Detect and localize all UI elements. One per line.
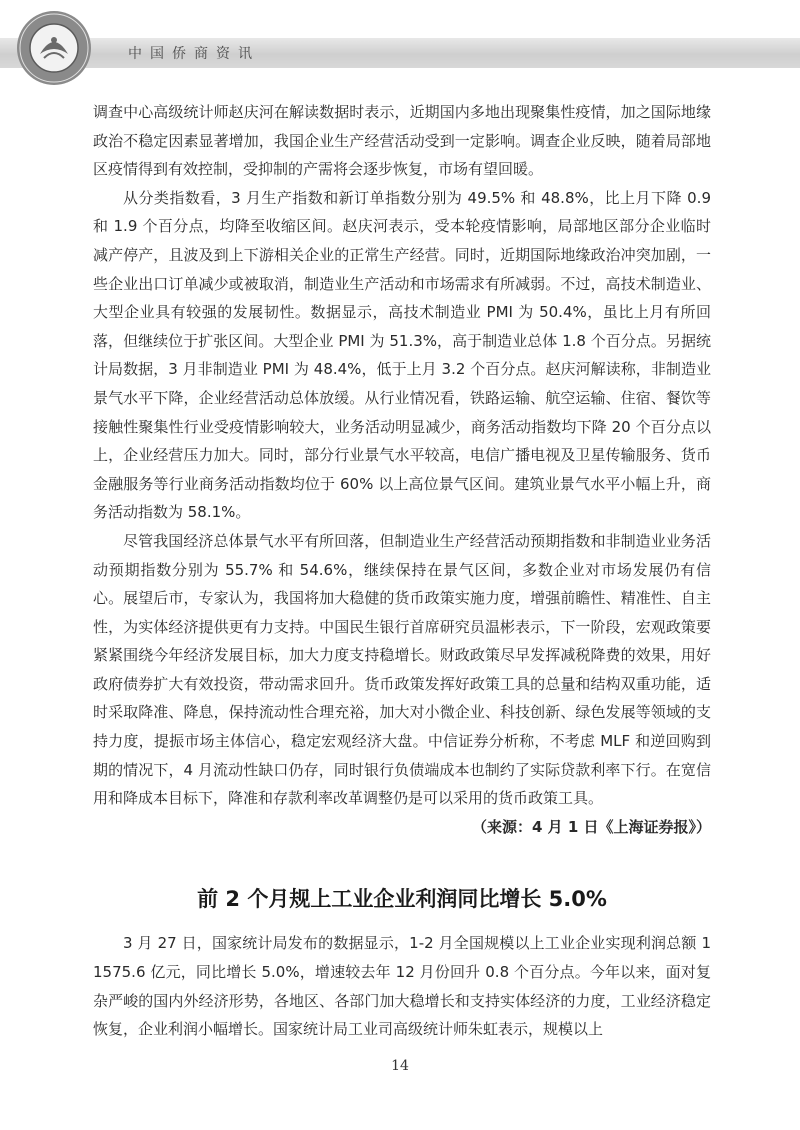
header-title: 中国侨商资讯	[128, 46, 260, 62]
paragraph-2: 从分类指数看，3 月生产指数和新订单指数分别为 49.5% 和 48.8%，比上月下降 0.9 和 1.9 个百分点，均降至收缩区间。赵庆河表示，受本轮疫情影响，局部地区部分企业临时减产停产，且波及到上下游相关企业的正常生产经营。同时，近期国际地缘政治冲突加剧，一些企业出口订单减少或被取消，制造业生产活动和市场需求有所减弱。不过，高技术制造业、大型企业具有较强的发展韧性。数据显示，高技术制造业 PMI 为 50.4%，虽比上月有所回落，但继续位于扩张区间。大型企业 PMI 为 51.3%，高于制造业总体 1.8 个百分点。另据统计局数据，3 月非制造业 PMI 为 48.4%，低于上月 3.2 个百分点。赵庆河解读称，非制造业景气水平下降，企业经营活动总体放缓。从行业情况看，铁路运输、航空运输、住宿、餐饮等接触性聚集性行业受疫情影响较大，业务活动明显减少，商务活动指数均下降 20 个百分点以上，企业经营压力加大。同时，部分行业景气水平较高，电信广播电视及卫星传输服务、货币金融服务等行业商务活动指数均位于 60% 以上高位景气区间。建筑业景气水平小幅上升，商务活动指数为 58.1%。	[93, 188, 711, 522]
article-paragraph: 3 月 27 日，国家统计局发布的数据显示，1-2 月全国规模以上工业企业实现利润总额 11575.6 亿元，同比增长 5.0%，增速较去年 12 月份回升 0.8 个百分点。今年以来，面对复杂严峻的国内外经济形势，各地区、各部门加大稳增长和支持实体经济的力度，工业经济稳定恢复，企业利润小幅增长。国家统计局工业司高级统计师朱虹表示，规模以上	[93, 934, 711, 1039]
paragraph-1: 调查中心高级统计师赵庆河在解读数据时表示，近期国内多地出现聚集性疫情，加之国际地缘政治不稳定因素显著增加，我国企业生产经营活动受到一定影响。调查企业反映，随着局部地区疫情得到有效控制，受抑制的产需将会逐步恢复，市场有望回暖。	[93, 103, 711, 179]
article-title: 前 2 个月规上工业企业利润同比增长 5.0%	[197, 887, 607, 912]
header-band	[0, 38, 800, 68]
source-citation: （来源：4 月 1 日《上海证券报》）	[471, 817, 711, 836]
paragraph-3: 尽管我国经济总体景气水平有所回落，但制造业生产经营活动预期指数和非制造业业务活动预期指数分别为 55.7% 和 54.6%，继续保持在景气区间，多数企业对市场发展仍有信心。展望后市，专家认为，我国将加大稳健的货币政策实施力度，增强前瞻性、精准性、自主性，为实体经济提供更有力支持。中国民生银行首席研究员温彬表示，下一阶段，宏观政策要紧紧围绕今年经济发展目标，加大力度支持稳增长。财政政策尽早发挥减税降费的效果，用好政府债券扩大有效投资，带动需求回升。货币政策发挥好政策工具的总量和结构双重功能，适时采取降准、降息，保持流动性合理充裕，加大对小微企业、科技创新、绿色发展等领域的支持力度，提振市场主体信心，稳定宏观经济大盘。中信证券分析称，不考虑 MLF 和逆回购到期的情况下，4 月流动性缺口仍存，同时银行负债端成本也制约了实际贷款利率下行。在宽信用和降成本目标下，降准和存款利率改革调整仍是可以采用的货币政策工具。	[93, 531, 711, 808]
page-content	[93, 98, 711, 1044]
logo-emblem-icon	[14, 8, 94, 88]
page-number: 14	[391, 1058, 409, 1074]
